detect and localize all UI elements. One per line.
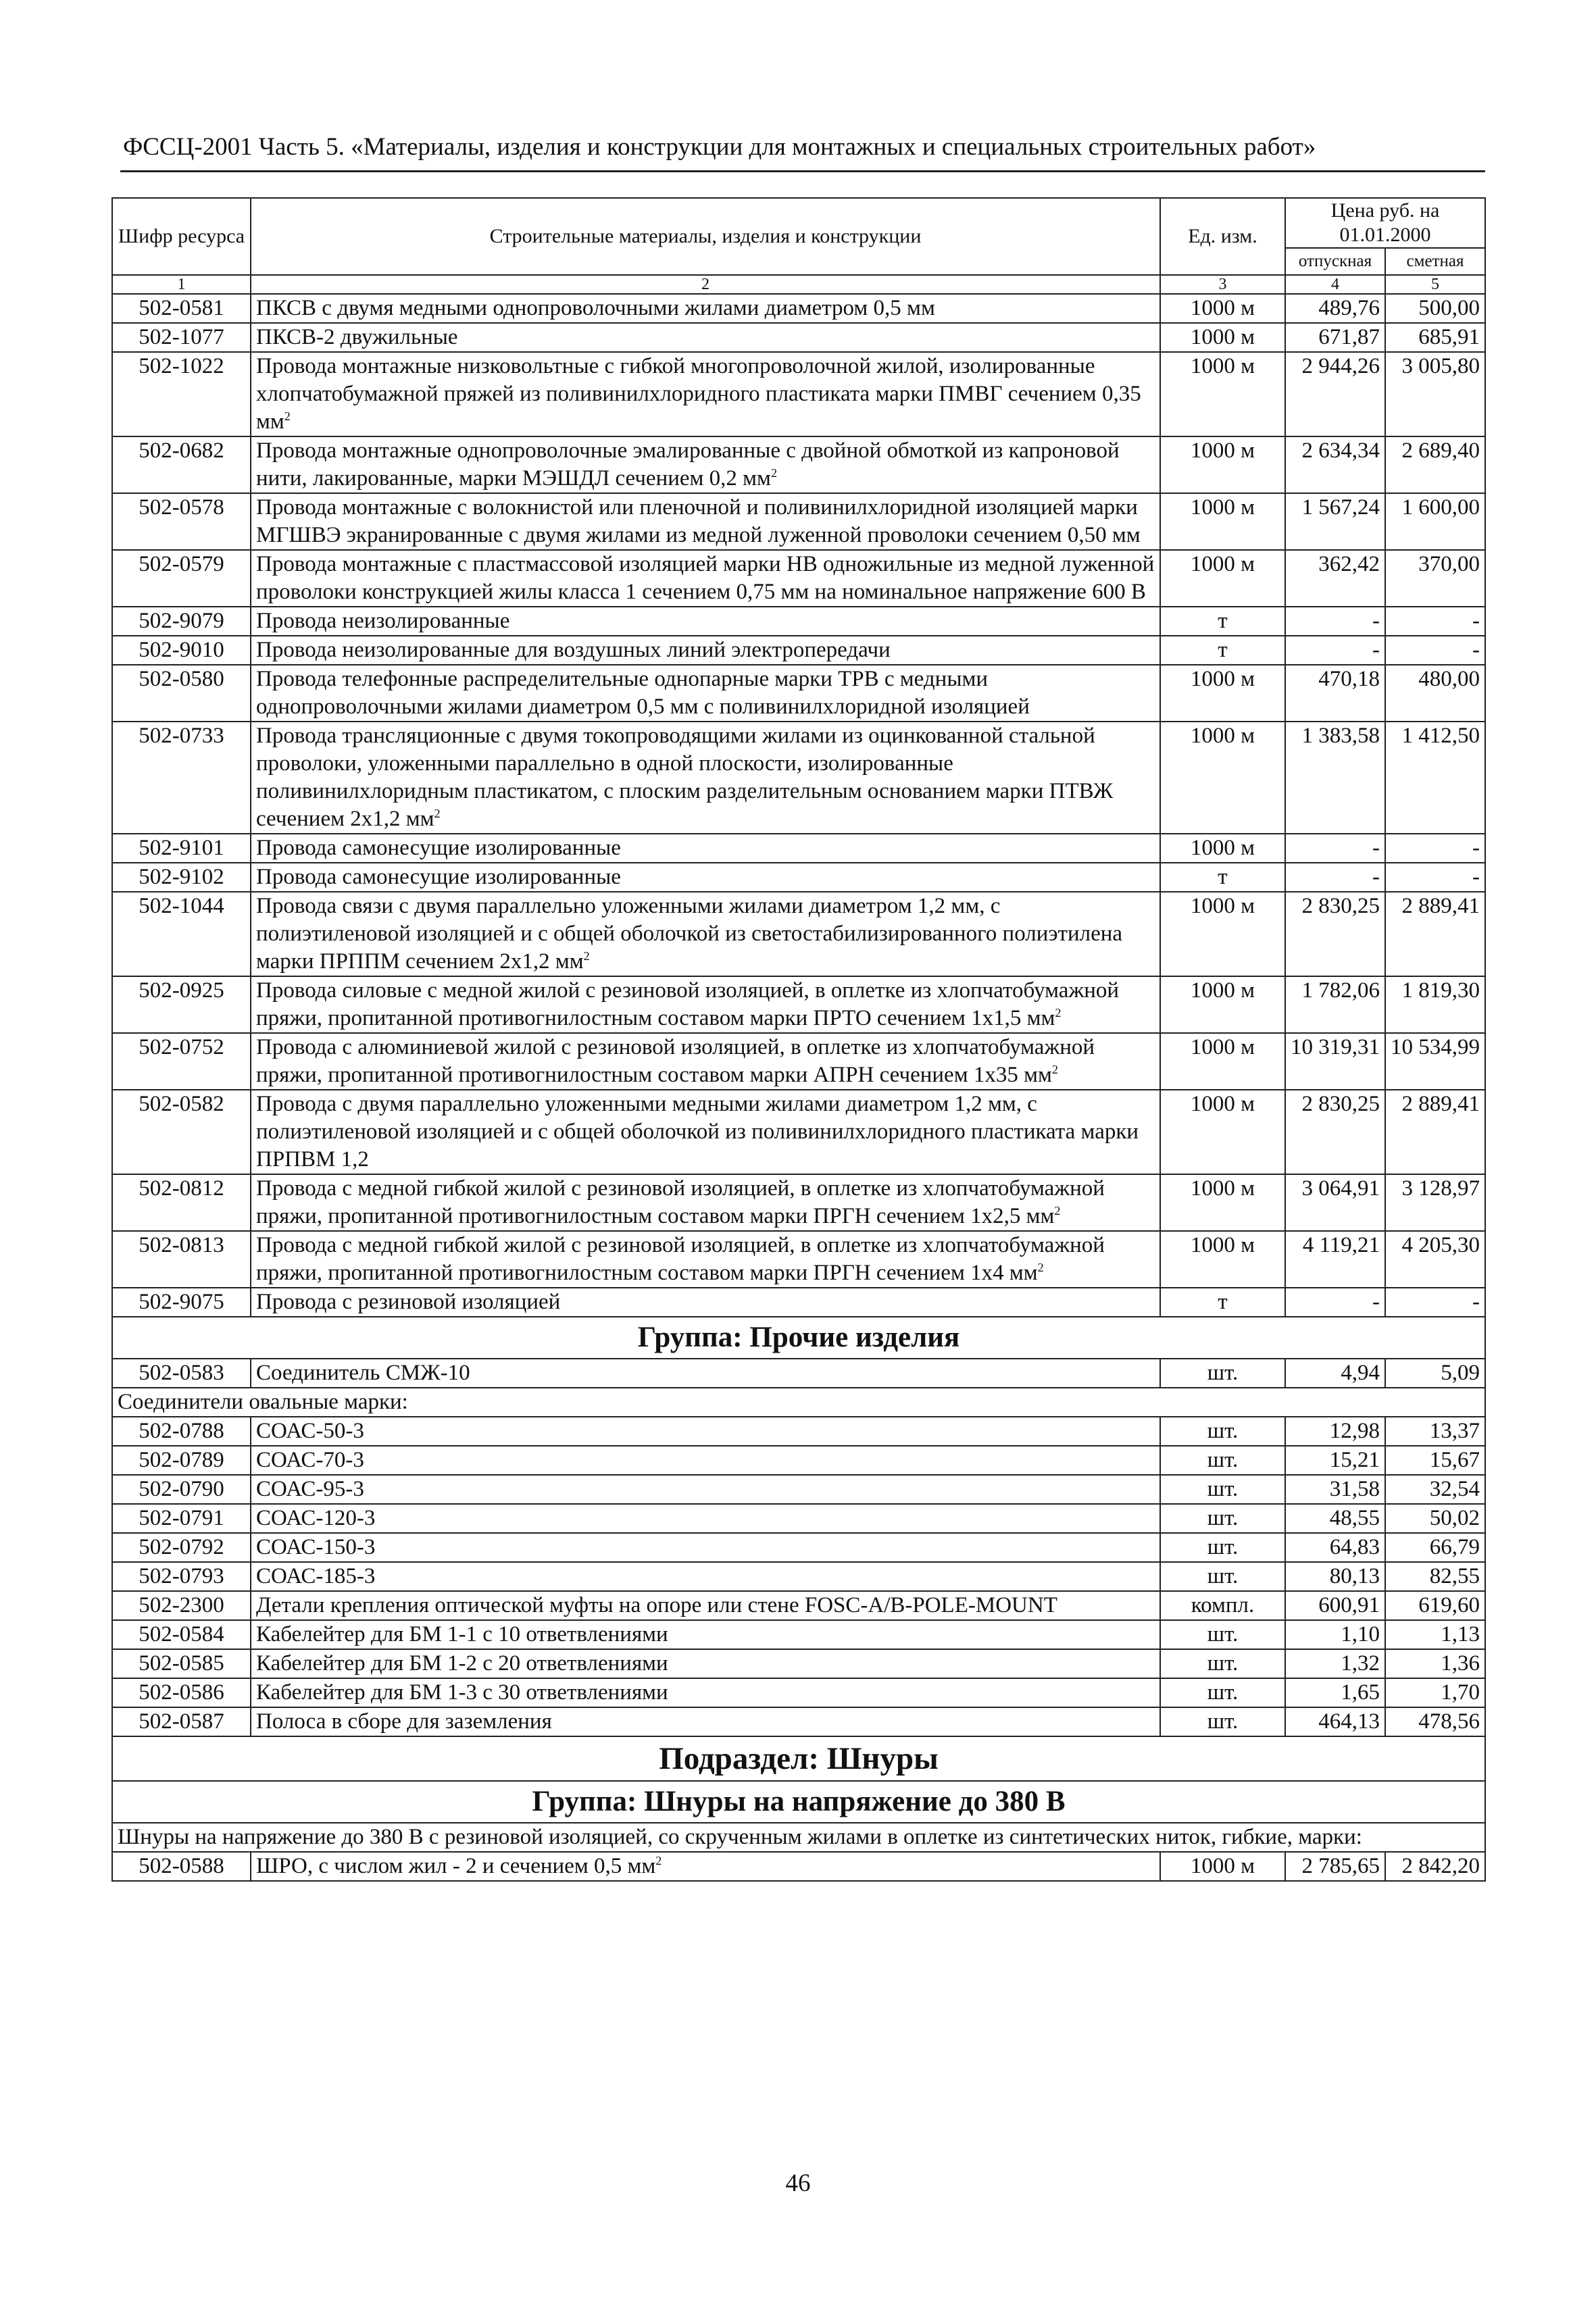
header-rule — [120, 170, 1485, 172]
release-price: 671,87 — [1285, 323, 1385, 352]
material-name-text: Провода трансляционные с двумя токопроводящими жилами из оцинкованной стальной проволоки, уложенными параллельно в одной плоскости, изолированные поливинилхлоридным пластикатом, с плоским разделительным основанием марки ПТВЖ сечением 2х1,2 мм — [256, 724, 1114, 831]
price-table — [111, 197, 1486, 1882]
unit-of-measure: 1000 м — [1160, 1090, 1285, 1174]
material-name: Провода самонесущие изолированные — [251, 834, 1160, 863]
col-header-price: Цена руб. на 01.01.2000 — [1285, 198, 1485, 248]
material-name: Детали крепления оптической муфты на опоре или стене FOSC-A/B-POLE-MOUNT — [251, 1591, 1160, 1620]
release-price: 31,58 — [1285, 1475, 1385, 1504]
unit-of-measure: 1000 м — [1160, 493, 1285, 550]
resource-code: 502-0793 — [112, 1562, 251, 1591]
column-number: 1 — [112, 275, 251, 294]
estimate-price: 50,02 — [1385, 1504, 1485, 1533]
group-heading — [112, 1781, 1485, 1823]
superscript: 2 — [1037, 1261, 1044, 1274]
release-price: 1 567,24 — [1285, 493, 1385, 550]
table-row — [112, 323, 1485, 352]
release-price: 2 830,25 — [1285, 892, 1385, 976]
estimate-price: 480,00 — [1385, 665, 1485, 722]
resource-code: 502-1044 — [112, 892, 251, 976]
section-title: Группа: Шнуры на напряжение до 380 В — [112, 1781, 1485, 1823]
estimate-price: 2 842,20 — [1385, 1852, 1485, 1881]
estimate-price: 2 689,40 — [1385, 436, 1485, 493]
table-row — [112, 1231, 1485, 1288]
release-price: 64,83 — [1285, 1533, 1385, 1562]
table-row — [112, 607, 1485, 636]
table-row — [112, 1678, 1485, 1707]
subsection-heading — [112, 1736, 1485, 1781]
column-number: 2 — [251, 275, 1160, 294]
note-row — [112, 1823, 1485, 1852]
release-price: 80,13 — [1285, 1562, 1385, 1591]
table-row — [112, 1417, 1485, 1446]
release-price: 2 830,25 — [1285, 1090, 1385, 1174]
material-name — [251, 1174, 1160, 1231]
table-row — [112, 834, 1485, 863]
table-row — [112, 1288, 1485, 1317]
release-price: 1,10 — [1285, 1620, 1385, 1649]
resource-code: 502-0583 — [112, 1359, 251, 1388]
table-row — [112, 550, 1485, 607]
table-row — [112, 493, 1485, 550]
unit-of-measure: 1000 м — [1160, 352, 1285, 436]
material-name — [251, 1852, 1160, 1881]
resource-code: 502-9101 — [112, 834, 251, 863]
estimate-price: 1,70 — [1385, 1678, 1485, 1707]
unit-of-measure: шт. — [1160, 1533, 1285, 1562]
estimate-price: 1 819,30 — [1385, 976, 1485, 1033]
table-row — [112, 1504, 1485, 1533]
resource-code: 502-0582 — [112, 1090, 251, 1174]
table-row — [112, 1591, 1485, 1620]
estimate-price: - — [1385, 636, 1485, 665]
material-name: Соединитель СМЖ-10 — [251, 1359, 1160, 1388]
table-row — [112, 1359, 1485, 1388]
resource-code: 502-0588 — [112, 1852, 251, 1881]
resource-code: 502-0578 — [112, 493, 251, 550]
unit-of-measure: шт. — [1160, 1649, 1285, 1678]
resource-code: 502-0733 — [112, 722, 251, 834]
table-row — [112, 1707, 1485, 1736]
unit-of-measure: шт. — [1160, 1562, 1285, 1591]
release-price: - — [1285, 607, 1385, 636]
material-name: Провода телефонные распределительные однопарные марки ТРВ с медными однопроволочными жилами диаметром 0,5 мм с поливинилхлоридной изоляцией — [251, 665, 1160, 722]
material-name: Провода монтажные с волокнистой или пленочной и поливинилхлоридной изоляцией марки МГШВЭ экранированные с двумя жилами из медной луженной проволоки сечением 0,50 мм — [251, 493, 1160, 550]
resource-code: 502-0791 — [112, 1504, 251, 1533]
unit-of-measure: т — [1160, 607, 1285, 636]
page-header: ФССЦ-2001 Часть 5. «Материалы, изделия и конструкции для монтажных и специальных строительных работ» — [123, 133, 1316, 161]
column-number: 3 — [1160, 275, 1285, 294]
unit-of-measure: 1000 м — [1160, 436, 1285, 493]
release-price: - — [1285, 636, 1385, 665]
material-name-text: Провода с медной гибкой жилой с резиновой изоляцией, в оплетке из хлопчатобумажной пряжи, пропитанной противогнилостным составом марки ПРГН сечением 1х2,5 мм — [256, 1176, 1105, 1228]
table-row — [112, 1090, 1485, 1174]
unit-of-measure: шт. — [1160, 1678, 1285, 1707]
release-price: 1,65 — [1285, 1678, 1385, 1707]
material-name-text: Провода с алюминиевой жилой с резиновой изоляцией, в оплетке из хлопчатобумажной пряжи, пропитанной противогнилостным составом марки АПРН сечением 1х35 мм — [256, 1035, 1095, 1087]
table-row — [112, 892, 1485, 976]
material-name: ПКСВ с двумя медными однопроволочными жилами диаметром 0,5 мм — [251, 294, 1160, 323]
unit-of-measure: 1000 м — [1160, 294, 1285, 323]
unit-of-measure: 1000 м — [1160, 1033, 1285, 1090]
unit-of-measure: шт. — [1160, 1446, 1285, 1475]
estimate-price: 500,00 — [1385, 294, 1485, 323]
estimate-price: 370,00 — [1385, 550, 1485, 607]
resource-code: 502-0581 — [112, 294, 251, 323]
material-name: СОАС-150-3 — [251, 1533, 1160, 1562]
table-row — [112, 1533, 1485, 1562]
resource-code: 502-1022 — [112, 352, 251, 436]
material-name: Провода монтажные с пластмассовой изоляцией марки НВ одножильные из медной луженной проволоки конструкцией жилы класса 1 сечением 0,75 мм на номинальное напряжение 600 В — [251, 550, 1160, 607]
resource-code: 502-0682 — [112, 436, 251, 493]
column-numbers-row — [112, 275, 1485, 294]
material-name — [251, 1231, 1160, 1288]
resource-code: 502-9010 — [112, 636, 251, 665]
superscript: 2 — [1054, 1204, 1061, 1217]
material-name-text: ШРО, с числом жил - 2 и сечением 0,5 мм — [256, 1854, 656, 1878]
release-price: 4 119,21 — [1285, 1231, 1385, 1288]
table-row — [112, 436, 1485, 493]
resource-code: 502-0792 — [112, 1533, 251, 1562]
release-price: 489,76 — [1285, 294, 1385, 323]
material-name — [251, 976, 1160, 1033]
estimate-price: 5,09 — [1385, 1359, 1485, 1388]
estimate-price: - — [1385, 1288, 1485, 1317]
estimate-price: 3 005,80 — [1385, 352, 1485, 436]
material-name — [251, 892, 1160, 976]
unit-of-measure: 1000 м — [1160, 976, 1285, 1033]
col-header-name: Строительные материалы, изделия и конструкции — [251, 198, 1160, 275]
superscript: 2 — [284, 409, 291, 423]
material-name: Кабелейтер для БМ 1-1 с 10 ответвлениями — [251, 1620, 1160, 1649]
superscript: 2 — [770, 466, 778, 480]
table-row — [112, 665, 1485, 722]
release-price: 1 782,06 — [1285, 976, 1385, 1033]
material-name: Провода с двумя параллельно уложенными медными жилами диаметром 1,2 мм, с полиэтиленовой изоляцией и с общей оболочкой из поливинилхлоридного пластиката марки ПРПВМ 1,2 — [251, 1090, 1160, 1174]
release-price: - — [1285, 863, 1385, 892]
estimate-price: 82,55 — [1385, 1562, 1485, 1591]
col-header-unit: Ед. изм. — [1160, 198, 1285, 275]
material-name-text: Провода монтажные низковольтные с гибкой многопроволочной жилой, изолированные хлопчатобумажной пряжей из поливинилхлоридного пластиката марки ПМВГ сечением 0,35 мм — [256, 354, 1141, 434]
resource-code: 502-0789 — [112, 1446, 251, 1475]
unit-of-measure: т — [1160, 636, 1285, 665]
superscript: 2 — [583, 949, 590, 963]
estimate-price: 32,54 — [1385, 1475, 1485, 1504]
resource-code: 502-0752 — [112, 1033, 251, 1090]
material-name: Кабелейтер для БМ 1-2 с 20 ответвлениями — [251, 1649, 1160, 1678]
estimate-price: 1 412,50 — [1385, 722, 1485, 834]
note-row — [112, 1388, 1485, 1417]
resource-code: 502-0925 — [112, 976, 251, 1033]
material-name: Провода с резиновой изоляцией — [251, 1288, 1160, 1317]
col-header-release: отпускная — [1285, 248, 1385, 275]
material-name: СОАС-50-3 — [251, 1417, 1160, 1446]
material-name — [251, 1033, 1160, 1090]
material-name — [251, 436, 1160, 493]
material-name: Кабелейтер для БМ 1-3 с 30 ответвлениями — [251, 1678, 1160, 1707]
estimate-price: - — [1385, 607, 1485, 636]
resource-code: 502-0812 — [112, 1174, 251, 1231]
table-row — [112, 636, 1485, 665]
unit-of-measure: 1000 м — [1160, 1174, 1285, 1231]
resource-code: 502-1077 — [112, 323, 251, 352]
unit-of-measure: 1000 м — [1160, 892, 1285, 976]
resource-code: 502-9102 — [112, 863, 251, 892]
table-row — [112, 352, 1485, 436]
unit-of-measure: т — [1160, 863, 1285, 892]
superscript: 2 — [434, 807, 441, 820]
resource-code: 502-0813 — [112, 1231, 251, 1288]
table-body — [112, 294, 1485, 1881]
estimate-price: 3 128,97 — [1385, 1174, 1485, 1231]
superscript: 2 — [1055, 1006, 1062, 1020]
estimate-price: 15,67 — [1385, 1446, 1485, 1475]
column-number: 5 — [1385, 275, 1485, 294]
unit-of-measure: 1000 м — [1160, 665, 1285, 722]
release-price: 600,91 — [1285, 1591, 1385, 1620]
unit-of-measure: компл. — [1160, 1591, 1285, 1620]
estimate-price: 685,91 — [1385, 323, 1485, 352]
material-name-text: Провода связи с двумя параллельно уложенными жилами диаметром 1,2 мм, с полиэтиленовой изоляцией и с общей оболочкой из светостабилизированного полиэтилена марки ПРППМ сечением 2х1,2 мм — [256, 894, 1123, 974]
release-price: 12,98 — [1285, 1417, 1385, 1446]
unit-of-measure: шт. — [1160, 1417, 1285, 1446]
note-text: Соединители овальные марки: — [112, 1388, 1485, 1417]
release-price: 15,21 — [1285, 1446, 1385, 1475]
release-price: 3 064,91 — [1285, 1174, 1385, 1231]
release-price: 2 944,26 — [1285, 352, 1385, 436]
resource-code: 502-9075 — [112, 1288, 251, 1317]
release-price: 2 785,65 — [1285, 1852, 1385, 1881]
material-name — [251, 722, 1160, 834]
unit-of-measure: 1000 м — [1160, 1231, 1285, 1288]
col-header-code: Шифр ресурса — [112, 198, 251, 275]
material-name: ПКСВ-2 двужильные — [251, 323, 1160, 352]
release-price: - — [1285, 1288, 1385, 1317]
unit-of-measure: 1000 м — [1160, 722, 1285, 834]
release-price: 464,13 — [1285, 1707, 1385, 1736]
material-name: СОАС-70-3 — [251, 1446, 1160, 1475]
table-row — [112, 1620, 1485, 1649]
material-name: Провода самонесущие изолированные — [251, 863, 1160, 892]
release-price: 48,55 — [1285, 1504, 1385, 1533]
column-number: 4 — [1285, 275, 1385, 294]
estimate-price: - — [1385, 863, 1485, 892]
estimate-price: 2 889,41 — [1385, 892, 1485, 976]
table-row — [112, 1852, 1485, 1881]
material-name-text: Провода монтажные однопроволочные эмалированные с двойной обмоткой из капроновой нити, лакированные, марки МЭШДЛ сечением 0,2 мм — [256, 438, 1120, 491]
resource-code: 502-0579 — [112, 550, 251, 607]
unit-of-measure: шт. — [1160, 1707, 1285, 1736]
resource-code: 502-0587 — [112, 1707, 251, 1736]
unit-of-measure: шт. — [1160, 1620, 1285, 1649]
estimate-price: 1 600,00 — [1385, 493, 1485, 550]
unit-of-measure: шт. — [1160, 1504, 1285, 1533]
material-name: Полоса в сборе для заземления — [251, 1707, 1160, 1736]
resource-code: 502-2300 — [112, 1591, 251, 1620]
material-name: СОАС-120-3 — [251, 1504, 1160, 1533]
resource-code: 502-0584 — [112, 1620, 251, 1649]
release-price: - — [1285, 834, 1385, 863]
table-row — [112, 976, 1485, 1033]
estimate-price: 2 889,41 — [1385, 1090, 1485, 1174]
estimate-price: 13,37 — [1385, 1417, 1485, 1446]
release-price: 1,32 — [1285, 1649, 1385, 1678]
resource-code: 502-0585 — [112, 1649, 251, 1678]
estimate-price: 1,36 — [1385, 1649, 1485, 1678]
table-row — [112, 722, 1485, 834]
unit-of-measure: 1000 м — [1160, 550, 1285, 607]
superscript: 2 — [1051, 1063, 1058, 1076]
release-price: 10 319,31 — [1285, 1033, 1385, 1090]
table-row — [112, 1562, 1485, 1591]
unit-of-measure: шт. — [1160, 1475, 1285, 1504]
table-row — [112, 1174, 1485, 1231]
page-number: 46 — [785, 2169, 811, 2197]
table-row — [112, 1446, 1485, 1475]
unit-of-measure: 1000 м — [1160, 323, 1285, 352]
col-header-estimate: сметная — [1385, 248, 1485, 275]
material-name-text: Провода силовые с медной жилой с резиновой изоляцией, в оплетке из хлопчатобумажной пряжи, пропитанной противогнилостным составом марки ПРТО сечением 1х1,5 мм — [256, 978, 1120, 1030]
estimate-price: 1,13 — [1385, 1620, 1485, 1649]
estimate-price: 619,60 — [1385, 1591, 1485, 1620]
estimate-price: 4 205,30 — [1385, 1231, 1485, 1288]
resource-code: 502-0790 — [112, 1475, 251, 1504]
release-price: 4,94 — [1285, 1359, 1385, 1388]
table-row — [112, 294, 1485, 323]
superscript: 2 — [655, 1854, 662, 1867]
release-price: 1 383,58 — [1285, 722, 1385, 834]
section-title: Группа: Прочие изделия — [112, 1317, 1485, 1359]
release-price: 2 634,34 — [1285, 436, 1385, 493]
resource-code: 502-0580 — [112, 665, 251, 722]
table-row — [112, 1033, 1485, 1090]
material-name: Провода неизолированные для воздушных линий электропередачи — [251, 636, 1160, 665]
section-title: Подраздел: Шнуры — [112, 1736, 1485, 1781]
material-name: Провода неизолированные — [251, 607, 1160, 636]
estimate-price: 478,56 — [1385, 1707, 1485, 1736]
resource-code: 502-0788 — [112, 1417, 251, 1446]
estimate-price: 66,79 — [1385, 1533, 1485, 1562]
release-price: 470,18 — [1285, 665, 1385, 722]
release-price: 362,42 — [1285, 550, 1385, 607]
resource-code: 502-9079 — [112, 607, 251, 636]
table-row — [112, 863, 1485, 892]
unit-of-measure: 1000 м — [1160, 834, 1285, 863]
unit-of-measure: шт. — [1160, 1359, 1285, 1388]
note-text: Шнуры на напряжение до 380 В с резиновой изоляцией, со скрученным жилами в оплетке из синтетических ниток, гибкие, марки: — [112, 1823, 1485, 1852]
table-row — [112, 1475, 1485, 1504]
estimate-price: - — [1385, 834, 1485, 863]
material-name: СОАС-95-3 — [251, 1475, 1160, 1504]
resource-code: 502-0586 — [112, 1678, 251, 1707]
table-row — [112, 1649, 1485, 1678]
estimate-price: 10 534,99 — [1385, 1033, 1485, 1090]
group-heading — [112, 1317, 1485, 1359]
material-name — [251, 352, 1160, 436]
material-name: СОАС-185-3 — [251, 1562, 1160, 1591]
unit-of-measure: 1000 м — [1160, 1852, 1285, 1881]
material-name-text: Провода с медной гибкой жилой с резиновой изоляцией, в оплетке из хлопчатобумажной пряжи, пропитанной противогнилостным составом марки ПРГН сечением 1х4 мм — [256, 1233, 1105, 1285]
unit-of-measure: т — [1160, 1288, 1285, 1317]
